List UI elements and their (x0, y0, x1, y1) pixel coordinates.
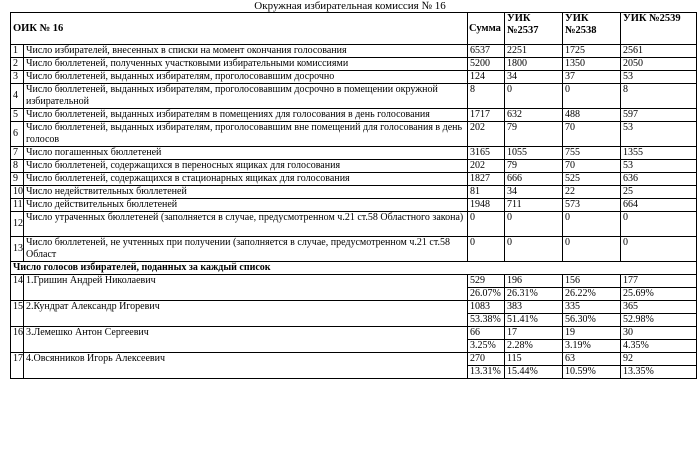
row-value: 0 (621, 237, 697, 262)
row-value: 37 (563, 71, 621, 84)
row-value: 34 (505, 71, 563, 84)
header-uik-2538: УИК №2538 (563, 13, 621, 45)
candidate-percent: 56.30% (563, 314, 621, 327)
candidate-percent: 52.98% (621, 314, 697, 327)
row-value: 0 (563, 212, 621, 237)
row-value: 2561 (621, 45, 697, 58)
row-value: 0 (505, 84, 563, 109)
section-row (11, 262, 697, 275)
row-number: 4 (11, 84, 24, 109)
row-value: 53 (621, 71, 697, 84)
candidate-votes: 115 (505, 353, 563, 366)
table-row (11, 58, 697, 71)
header-uik-2539: УИК №2539 (621, 13, 697, 45)
candidate-sum: 529 (468, 275, 505, 288)
row-value: 70 (563, 122, 621, 147)
row-number: 9 (11, 173, 24, 186)
candidate-votes: 196 (505, 275, 563, 288)
row-value: 755 (563, 147, 621, 160)
candidate-number: 14 (11, 275, 24, 301)
candidate-percent-sum: 3.25% (468, 340, 505, 353)
results-table (10, 12, 697, 379)
candidate-name: 3.Лемешко Антон Сергеевич (24, 327, 468, 353)
table-row (11, 173, 697, 186)
row-value: 488 (563, 109, 621, 122)
candidate-percent: 13.35% (621, 366, 697, 379)
row-value: 573 (563, 199, 621, 212)
row-value: 53 (621, 122, 697, 147)
candidate-percent-sum: 53.38% (468, 314, 505, 327)
candidate-name: 4.Овсянников Игорь Алексеевич (24, 353, 468, 379)
row-number: 3 (11, 71, 24, 84)
candidate-name: 1.Гришин Андрей Николаевич (24, 275, 468, 301)
candidate-sum: 66 (468, 327, 505, 340)
header-uik-2537: УИК №2537 (505, 13, 563, 45)
row-value: 664 (621, 199, 697, 212)
candidate-votes: 17 (505, 327, 563, 340)
candidate-name: 2.Кундрат Александр Игоревич (24, 301, 468, 327)
row-value: 1800 (505, 58, 563, 71)
row-label: Число избирателей, внесенных в списки на момент окончания голосования (24, 45, 468, 58)
row-value: 70 (563, 160, 621, 173)
row-value: 1355 (621, 147, 697, 160)
row-number: 12 (11, 212, 24, 237)
row-sum: 124 (468, 71, 505, 84)
row-sum: 202 (468, 122, 505, 147)
row-number: 1 (11, 45, 24, 58)
table-row (11, 109, 697, 122)
table-row (11, 186, 697, 199)
table-row (11, 212, 697, 237)
row-label: Число действительных бюллетеней (24, 199, 468, 212)
candidate-percent: 2.28% (505, 340, 563, 353)
candidate-percent: 25.69% (621, 288, 697, 301)
row-sum: 1948 (468, 199, 505, 212)
table-row (11, 122, 697, 147)
candidate-percent: 10.59% (563, 366, 621, 379)
header-title: ОИК № 16 (11, 13, 468, 45)
row-number: 6 (11, 122, 24, 147)
table-row (11, 71, 697, 84)
candidate-votes: 19 (563, 327, 621, 340)
row-value: 2050 (621, 58, 697, 71)
row-value: 525 (563, 173, 621, 186)
row-label: Число бюллетеней, содержащихся в переносных ящиках для голосования (24, 160, 468, 173)
row-label: Число бюллетеней, не учтенных при получении (заполняется в случае, предусмотренном ч.21 ст.58 Област (24, 237, 468, 262)
row-value: 25 (621, 186, 697, 199)
candidate-votes: 335 (563, 301, 621, 314)
row-number: 13 (11, 237, 24, 262)
candidate-row (11, 301, 697, 314)
row-value: 0 (563, 84, 621, 109)
table-row (11, 199, 697, 212)
row-sum: 1717 (468, 109, 505, 122)
row-sum: 8 (468, 84, 505, 109)
row-number: 5 (11, 109, 24, 122)
row-value: 0 (621, 212, 697, 237)
candidate-row (11, 327, 697, 340)
row-label: Число бюллетеней, выданных избирателям, проголосовавшим досрочно (24, 71, 468, 84)
row-sum: 0 (468, 237, 505, 262)
candidate-row (11, 275, 697, 288)
row-value: 22 (563, 186, 621, 199)
candidate-percent: 26.22% (563, 288, 621, 301)
row-number: 10 (11, 186, 24, 199)
row-number: 11 (11, 199, 24, 212)
row-value: 1725 (563, 45, 621, 58)
candidate-percent: 4.35% (621, 340, 697, 353)
row-label: Число недействительных бюллетеней (24, 186, 468, 199)
candidate-percent-sum: 13.31% (468, 366, 505, 379)
row-sum: 6537 (468, 45, 505, 58)
row-label: Число бюллетеней, выданных избирателям, проголосовавшим вне помещений для голосования в день голосов (24, 122, 468, 147)
row-value: 636 (621, 173, 697, 186)
table-row (11, 45, 697, 58)
row-value: 2251 (505, 45, 563, 58)
header-row (11, 13, 697, 45)
row-value: 53 (621, 160, 697, 173)
row-value: 0 (563, 237, 621, 262)
row-number: 8 (11, 160, 24, 173)
row-sum: 5200 (468, 58, 505, 71)
candidate-percent-sum: 26.07% (468, 288, 505, 301)
row-label: Число утраченных бюллетеней (заполняется в случае, предусмотренном ч.21 ст.58 Областного закона) (24, 212, 468, 237)
candidate-votes: 63 (563, 353, 621, 366)
table-row (11, 160, 697, 173)
candidate-percent: 3.19% (563, 340, 621, 353)
row-value: 34 (505, 186, 563, 199)
row-number: 7 (11, 147, 24, 160)
candidate-sum: 1083 (468, 301, 505, 314)
row-value: 597 (621, 109, 697, 122)
candidate-sum: 270 (468, 353, 505, 366)
row-value: 0 (505, 237, 563, 262)
row-sum: 1827 (468, 173, 505, 186)
row-label: Число погашенных бюллетеней (24, 147, 468, 160)
row-value: 0 (505, 212, 563, 237)
candidate-votes: 92 (621, 353, 697, 366)
row-value: 79 (505, 160, 563, 173)
row-value: 8 (621, 84, 697, 109)
candidate-percent: 51.41% (505, 314, 563, 327)
header-sum: Сумма (468, 13, 505, 45)
row-value: 711 (505, 199, 563, 212)
candidate-votes: 365 (621, 301, 697, 314)
table-caption: Окружная избирательная комиссия № 16 (254, 0, 446, 12)
candidate-row (11, 353, 697, 366)
row-value: 666 (505, 173, 563, 186)
candidate-number: 17 (11, 353, 24, 379)
row-label: Число бюллетеней, полученных участковыми избирательными комиссиями (24, 58, 468, 71)
row-value: 1055 (505, 147, 563, 160)
row-number: 2 (11, 58, 24, 71)
row-sum: 81 (468, 186, 505, 199)
candidate-number: 16 (11, 327, 24, 353)
row-sum: 3165 (468, 147, 505, 160)
row-sum: 202 (468, 160, 505, 173)
row-label: Число бюллетеней, содержащихся в стационарных ящиках для голосования (24, 173, 468, 186)
row-value: 79 (505, 122, 563, 147)
row-value: 1350 (563, 58, 621, 71)
section-title: Число голосов избирателей, поданных за каждый список (11, 262, 697, 275)
row-label: Число бюллетеней, выданных избирателям в помещениях для голосования в день голосования (24, 109, 468, 122)
candidate-number: 15 (11, 301, 24, 327)
candidate-votes: 30 (621, 327, 697, 340)
row-value: 632 (505, 109, 563, 122)
candidate-votes: 156 (563, 275, 621, 288)
table-row (11, 147, 697, 160)
table-row (11, 237, 697, 262)
candidate-percent: 15.44% (505, 366, 563, 379)
table-row (11, 84, 697, 109)
candidate-votes: 177 (621, 275, 697, 288)
row-label: Число бюллетеней, выданных избирателям, проголосовавшим досрочно в помещении окружной избирательной (24, 84, 468, 109)
candidate-percent: 26.31% (505, 288, 563, 301)
candidate-votes: 383 (505, 301, 563, 314)
row-sum: 0 (468, 212, 505, 237)
